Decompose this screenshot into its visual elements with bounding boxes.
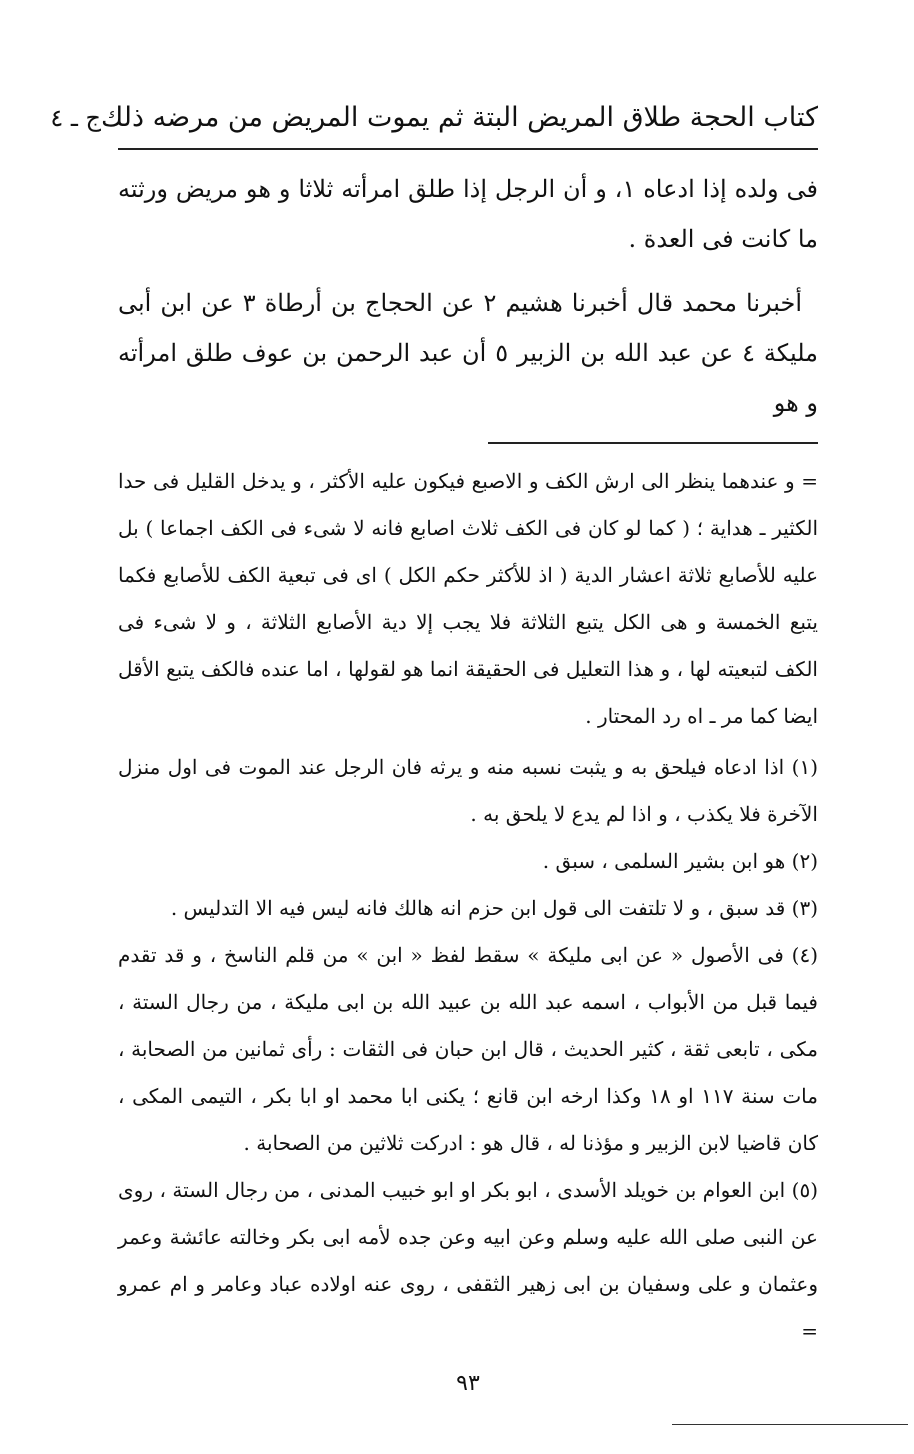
main-paragraph-1: فى ولده إذا ادعاه ١، و أن الرجل إذا طلق امرأته ثلاثا و هو مريض ورثته ما كانت فى العدة . — [118, 175, 818, 253]
running-header — [50, 98, 818, 148]
main-text — [118, 164, 818, 428]
header-rule — [118, 148, 818, 150]
footnote-rule — [488, 442, 818, 444]
page-number: ٩٣ — [456, 1371, 480, 1396]
footnotes — [118, 458, 818, 1355]
header-volume: ج ـ ٤ — [50, 104, 101, 132]
footnote-5: (٥) ابن العوام بن خويلد الأسدى ، ابو بكر او ابو خبيب المدنى ، من رجال الستة ، روى عن النبى صلى الله عليه وسلم وعن ابيه وعن جده لأمه ابى بكر وخالته عائشة وعمر وعثمان و على وسفيان بن ابى زهير الثقفى ، روى عنه اولاده عباد وعامر و ام عمرو = — [118, 1178, 818, 1343]
footnote-continuation: = و عندهما ينظر الى ارش الكف و الاصبع فيكون عليه الأكثر ، و يدخل القليل فى حدا الكثير ـ هداية ؛ ( كما لو كان فى الكف ثلاث اصابع فانه لا شىء فى الكف اجماعا ) بل عليه للأصابع ثلاثة اعشار الدية ( اذ للأكثر حكم الكل ) اى فى تبعية الكف للأصابع فكما يتبع الخمسة و هى الكل يتبع الثلاثة فلا يجب إلا دية الأصابع الثلاثة ، و لا شىء فى الكف لتبعيته لها ، و هذا التعليل فى الحقيقة انما هو لقولها ، اما عنده فالكف يتبع الأقل ايضا كما مر ـ اه رد المحتار . — [118, 469, 818, 728]
main-paragraph-2: أخبرنا محمد قال أخبرنا هشيم ٢ عن الحجاج بن أرطاة ٣ عن ابن أبى مليكة ٤ عن عبد الله بن الزبير ٥ أن عبد الرحمن بن عوف طلق امرأته و هو — [118, 289, 819, 417]
footnote-3: (٣) قد سبق ، و لا تلتفت الى قول ابن حزم انه هالك فانه ليس فيه الا التدليس . — [170, 896, 818, 920]
bottom-edge-rule — [672, 1424, 908, 1425]
header-title: كتاب الحجة طلاق المريض البتة ثم يموت المريض من مرضه ذلك — [101, 102, 818, 133]
footnote-2: (٢) هو ابن بشير السلمى ، سبق . — [542, 849, 818, 873]
footnote-4: (٤) فى الأصول « عن ابى مليكة » سقط لفظ « ابن » من قلم الناسخ ، و قد تقدم فيما قبل من الأبواب ، اسمه عبد الله بن عبيد الله بن ابى مليكة ، من رجال الستة ، مكى ، تابعى ثقة ، كثير الحديث ، قال ابن حبان فى الثقات : رأى ثمانين من الصحابة ، مات سنة ١١٧ او ١٨ وكذا ارخه ابن قانع ؛ يكنى ابا محمد او ابا بكر ، التيمى المكى ، كان قاضيا لابن الزبير و مؤذنا له ، قال هو : ادركت ثلاثين من الصحابة . — [118, 943, 818, 1155]
footnote-1: (١) اذا ادعاه فيلحق به و يثبت نسبه منه و يرثه فان الرجل عند الموت فى اول منزل الآخرة فلا يكذب ، و اذا لم يدع لا يلحق به . — [118, 755, 818, 826]
book-page — [50, 98, 819, 1396]
